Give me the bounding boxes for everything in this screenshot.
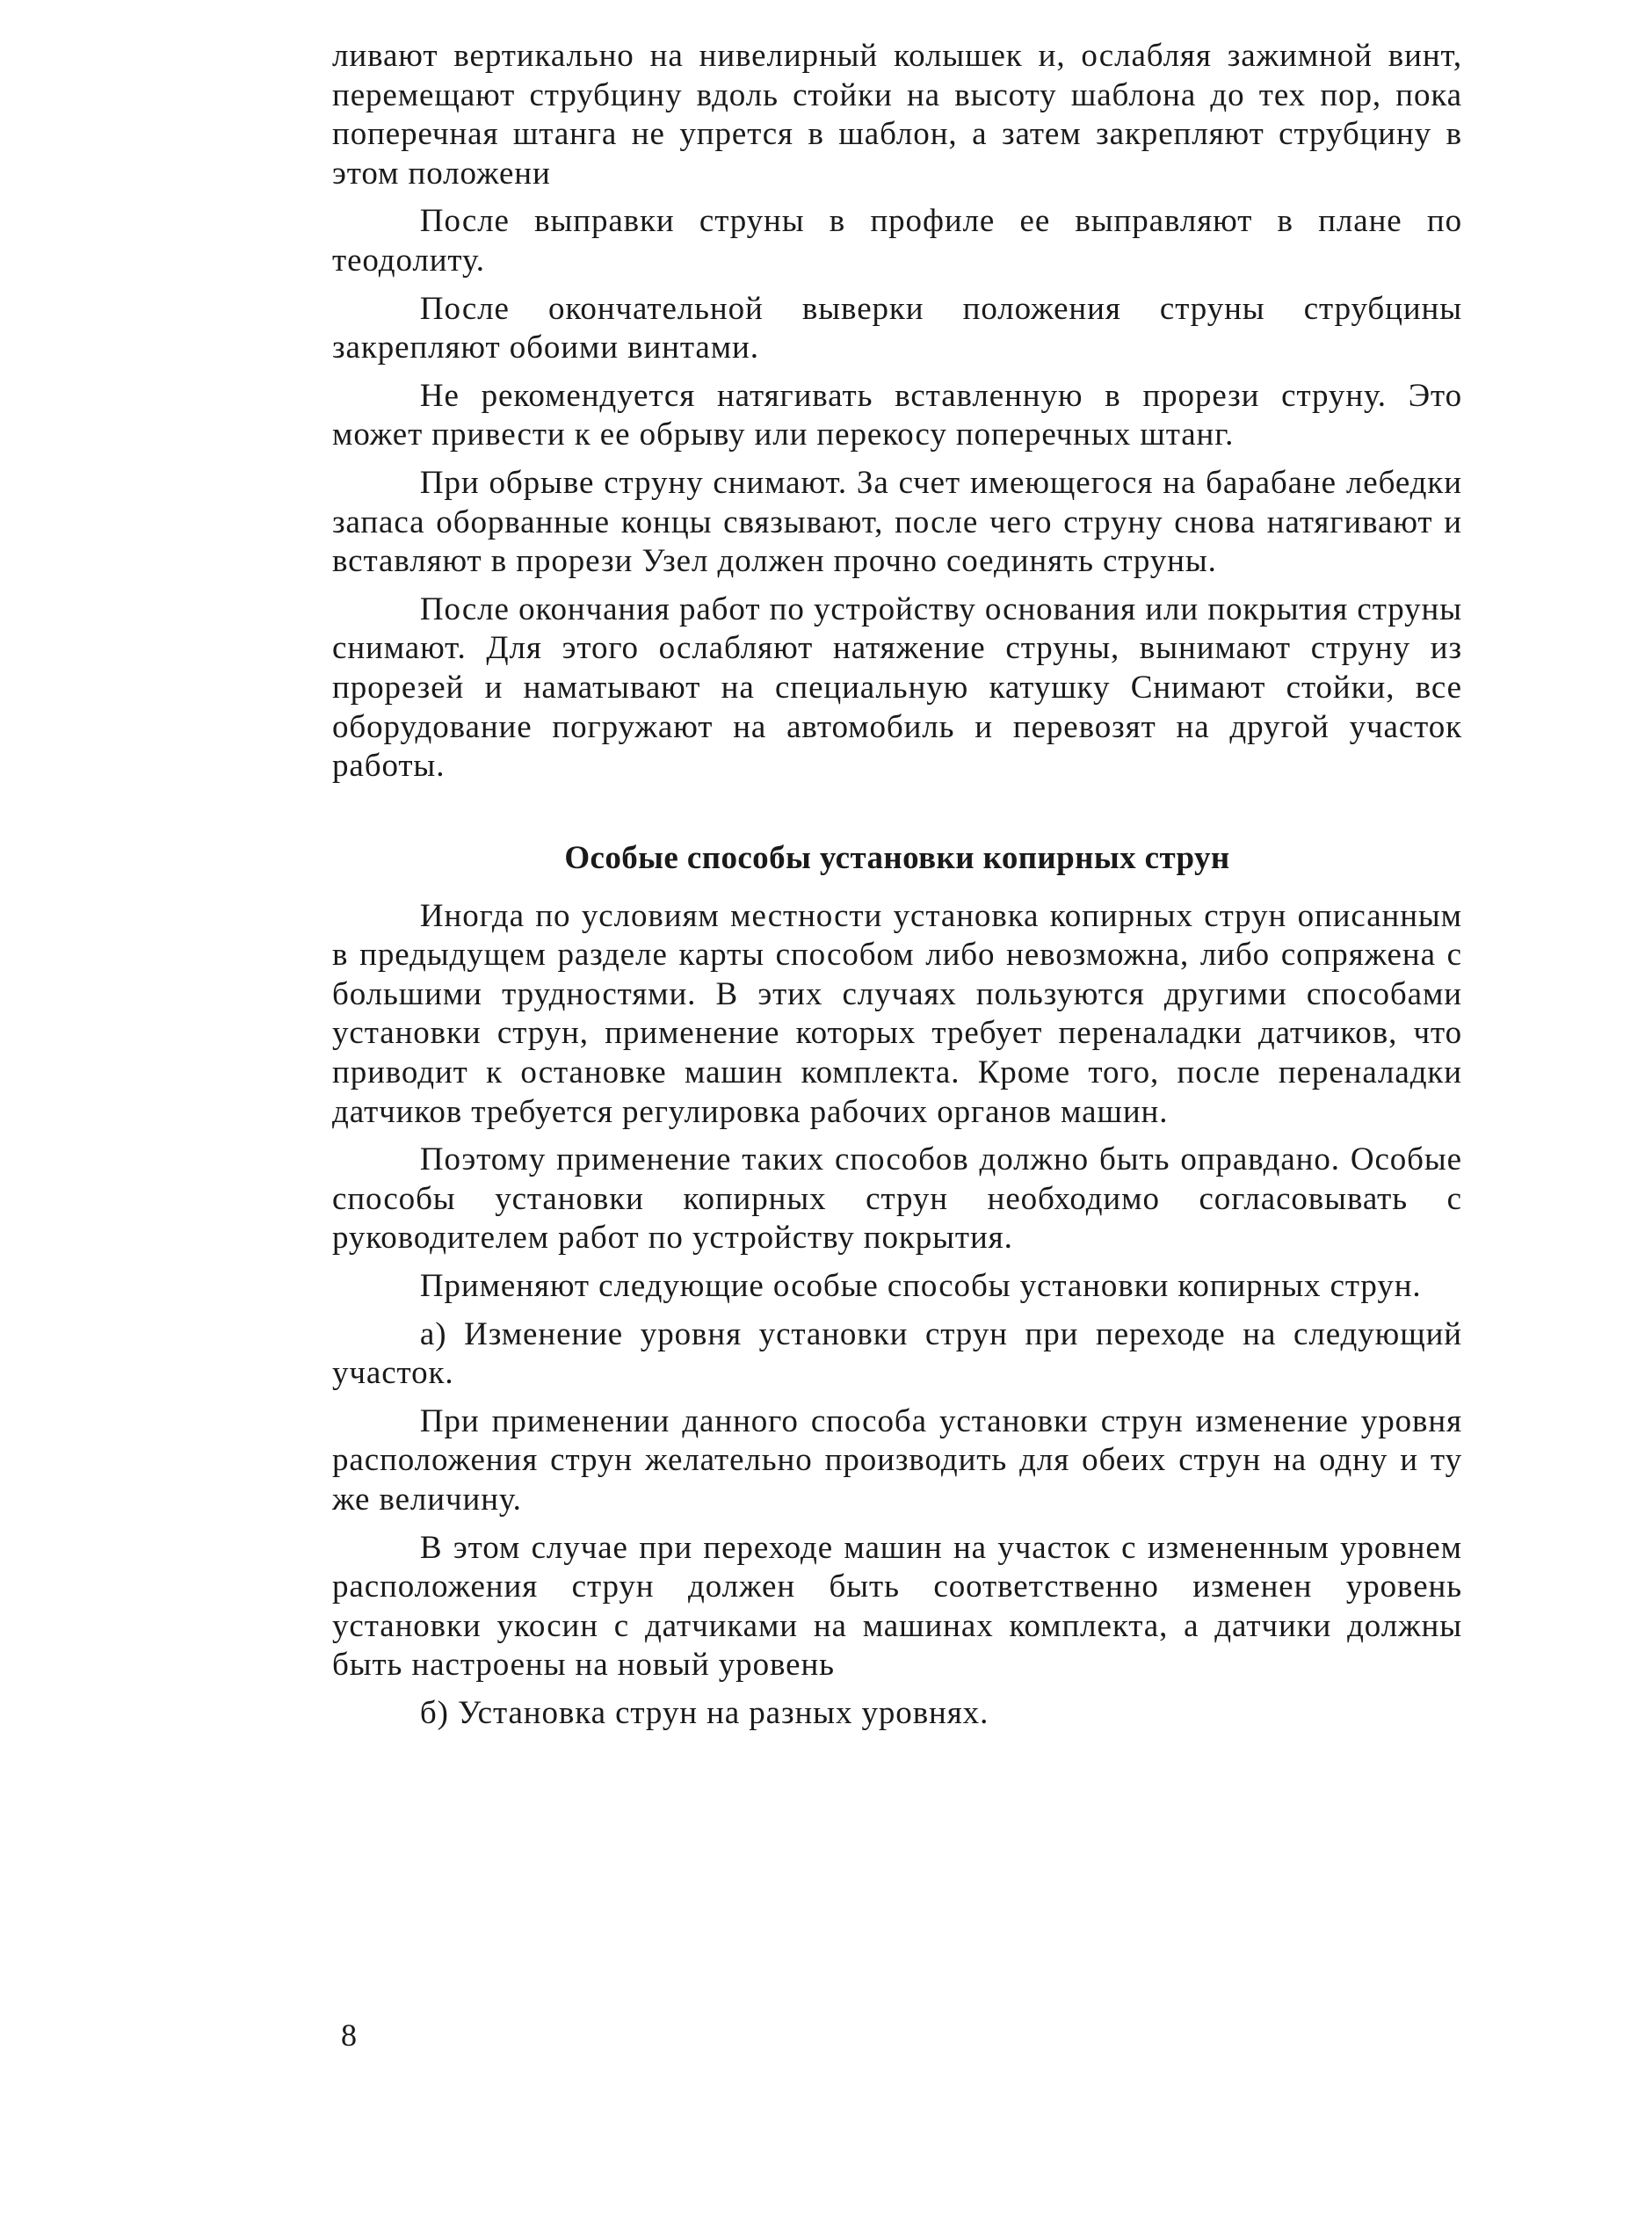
list-item-b: б) Установка струн на разных уровнях.: [419, 1694, 989, 1731]
paragraph: Применяют следующие особые способы установки копирных струн.: [419, 1268, 1422, 1305]
paragraph: Не рекомендуется натягивать вставленную в прорези струну. Это может привести к ее обрыву или перекосу поперечных штанг.: [332, 377, 1462, 453]
paragraph: Поэтому применение таких способов должно быть оправдано. Особые способы установки копирных струн необходимо согласовывать с руководителем работ по устройству покрытия.: [332, 1141, 1462, 1257]
paragraph: После окончательной выверки положения струны струбцины закрепляют обоими винтами.: [332, 290, 1462, 366]
list-item-a: а) Изменение уровня установки струн при переходе на следующий участок.: [332, 1315, 1462, 1392]
section-heading: Особые способы установки копирных струн: [564, 839, 1230, 876]
paragraph: В этом случае при переходе машин на участок с измененным уровнем расположения струн должен быть соответственно изменен уровень установки укосин с датчиками на машинах комплекта, а датчики должны быть настроены на новый уровень: [332, 1529, 1462, 1684]
paragraph: При обрыве струну снимают. За счет имеющегося на барабане лебедки запаса оборванные концы связывают, после чего струну снова натягивают и вставляют в прорези Узел должен прочно соединять струны.: [332, 464, 1462, 580]
paragraph: При применении данного способа установки струн изменение уровня расположения струн желательно производить для обеих струн на одну и ту же величину.: [332, 1402, 1462, 1518]
paragraph-continuation: ливают вертикально на нивелирный колышек и, ослабляя зажимной винт, перемещают струбцину вдоль стойки на высоту шаблона до тех пор, пока поперечная штанга не упрется в шаблон, а затем закрепляют струбцину в этом положени: [332, 38, 1462, 192]
page-body: [332, 37, 1462, 1742]
paragraph: Иногда по условиям местности установка копирных струн описанным в предыдущем разделе карты способом либо невозможна, либо сопряжена с большими трудностями. В этих случаях пользуются другими способами установки струн, применение которых требует переналадки датчиков, что приводит к остановке машин комплекта. Кроме того, после переналадки датчиков требуется регулировка рабочих органов машин.: [332, 897, 1462, 1130]
paragraph: После окончания работ по устройству основания или покрытия струны снимают. Для этого ослабляют натяжение струны, вынимают струну из прорезей и наматывают на специальную катушку Снимают стойки, все оборудование погружают на автомобиль и перевозят на другой участок работы.: [332, 590, 1462, 785]
paragraph: После выправки струны в профиле ее выправляют в плане по теодолиту.: [332, 203, 1462, 279]
page-number: 8: [341, 2018, 357, 2053]
